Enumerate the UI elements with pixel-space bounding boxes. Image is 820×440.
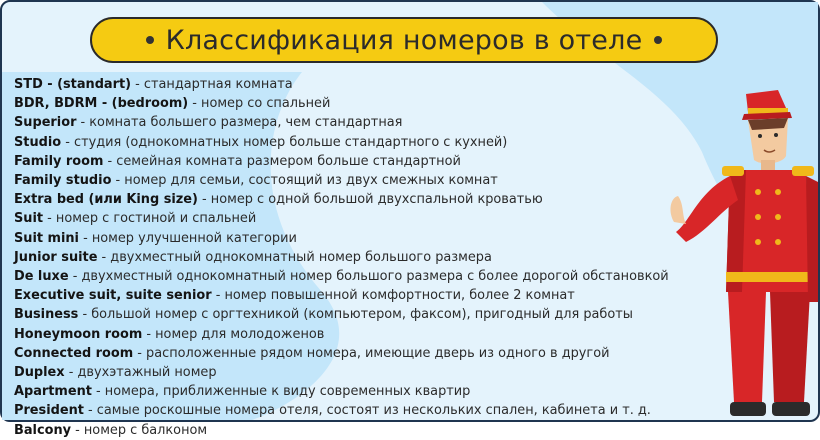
list-item — [14, 267, 726, 286]
room-term: Suit — [14, 211, 44, 227]
room-description: - комната большего размера, чем стандартная — [76, 115, 403, 131]
list-item — [14, 152, 726, 171]
list-item — [14, 382, 726, 401]
list-item — [14, 248, 726, 267]
room-description: - семейная комната размером больше стандартной — [103, 153, 461, 169]
room-term: Superior — [14, 115, 77, 131]
room-term: Balcony — [14, 422, 72, 438]
room-term: Extra bed (или King size) — [14, 192, 198, 208]
bullet-dot-icon — [146, 36, 154, 44]
room-description: - номер повышенной комфортности, более 2 комнат — [211, 288, 575, 304]
room-term: De luxe — [14, 269, 69, 285]
room-description: - номер с балконом — [71, 422, 208, 438]
list-item — [14, 75, 726, 94]
room-term: Family room — [14, 153, 104, 169]
room-type-list — [14, 75, 726, 440]
room-description: - номер с гостиной и спальней — [43, 211, 257, 227]
room-description: - двухэтажный номер — [64, 365, 217, 381]
page-title: Классификация номеров в отеле — [165, 24, 643, 56]
room-description: - расположенные рядом номера, имеющие дверь из одного в другой — [133, 345, 610, 361]
list-item — [14, 363, 726, 382]
room-description: - номер со спальней — [188, 96, 331, 112]
list-item — [14, 344, 726, 363]
room-term: BDR, BDRM - (bedroom) — [14, 96, 189, 112]
list-item — [14, 94, 726, 113]
list-item — [14, 325, 726, 344]
room-description: - номер для молодоженов — [142, 326, 325, 342]
room-description: - самые роскошные номера отеля, состоят из нескольких спален, кабинета и т. д. — [83, 403, 651, 419]
room-term: Business — [14, 307, 79, 323]
room-term: Studio — [14, 134, 62, 150]
list-item — [14, 113, 726, 132]
title-banner — [90, 17, 718, 63]
bellboy-illustration — [668, 72, 818, 420]
list-item — [14, 401, 726, 420]
room-term: Junior suite — [14, 249, 98, 265]
room-description: - двухместный однокомнатный номер большого размера — [97, 249, 492, 265]
room-description: - стандартная комната — [131, 77, 293, 92]
list-item — [14, 209, 726, 228]
room-term: STD - (standart) — [14, 77, 132, 92]
room-description: - большой номер с оргтехникой (компьютером, факсом), пригодный для работы — [78, 307, 633, 323]
room-description: - номер для семьи, состоящий из двух смежных комнат — [111, 173, 498, 189]
bullet-dot-icon — [654, 36, 662, 44]
list-item — [14, 133, 726, 152]
room-description: - двухместный однокомнатный номер большого размера с более дорогой обстановкой — [68, 269, 669, 285]
room-description: - номер с одной большой двухспальной кроватью — [197, 192, 543, 208]
room-description: - номер улучшенной категории — [78, 230, 297, 246]
list-item — [14, 229, 726, 248]
room-term: Suit mini — [14, 230, 79, 246]
room-term: Executive suit, suite senior — [14, 288, 212, 304]
list-item — [14, 190, 726, 209]
list-item — [14, 421, 726, 440]
room-term: Connected room — [14, 345, 134, 361]
room-term: President — [14, 403, 84, 419]
room-description: - номера, приближенные к виду современных квартир — [91, 384, 471, 400]
room-term: Apartment — [14, 384, 92, 400]
room-description: - студия (однокомнатных номер больше стандартного с кухней) — [61, 134, 508, 150]
room-term: Family studio — [14, 173, 112, 189]
list-item — [14, 171, 726, 190]
room-term: Honeymoon room — [14, 326, 143, 342]
list-item — [14, 305, 726, 324]
list-item — [14, 286, 726, 305]
room-term: Duplex — [14, 365, 65, 381]
